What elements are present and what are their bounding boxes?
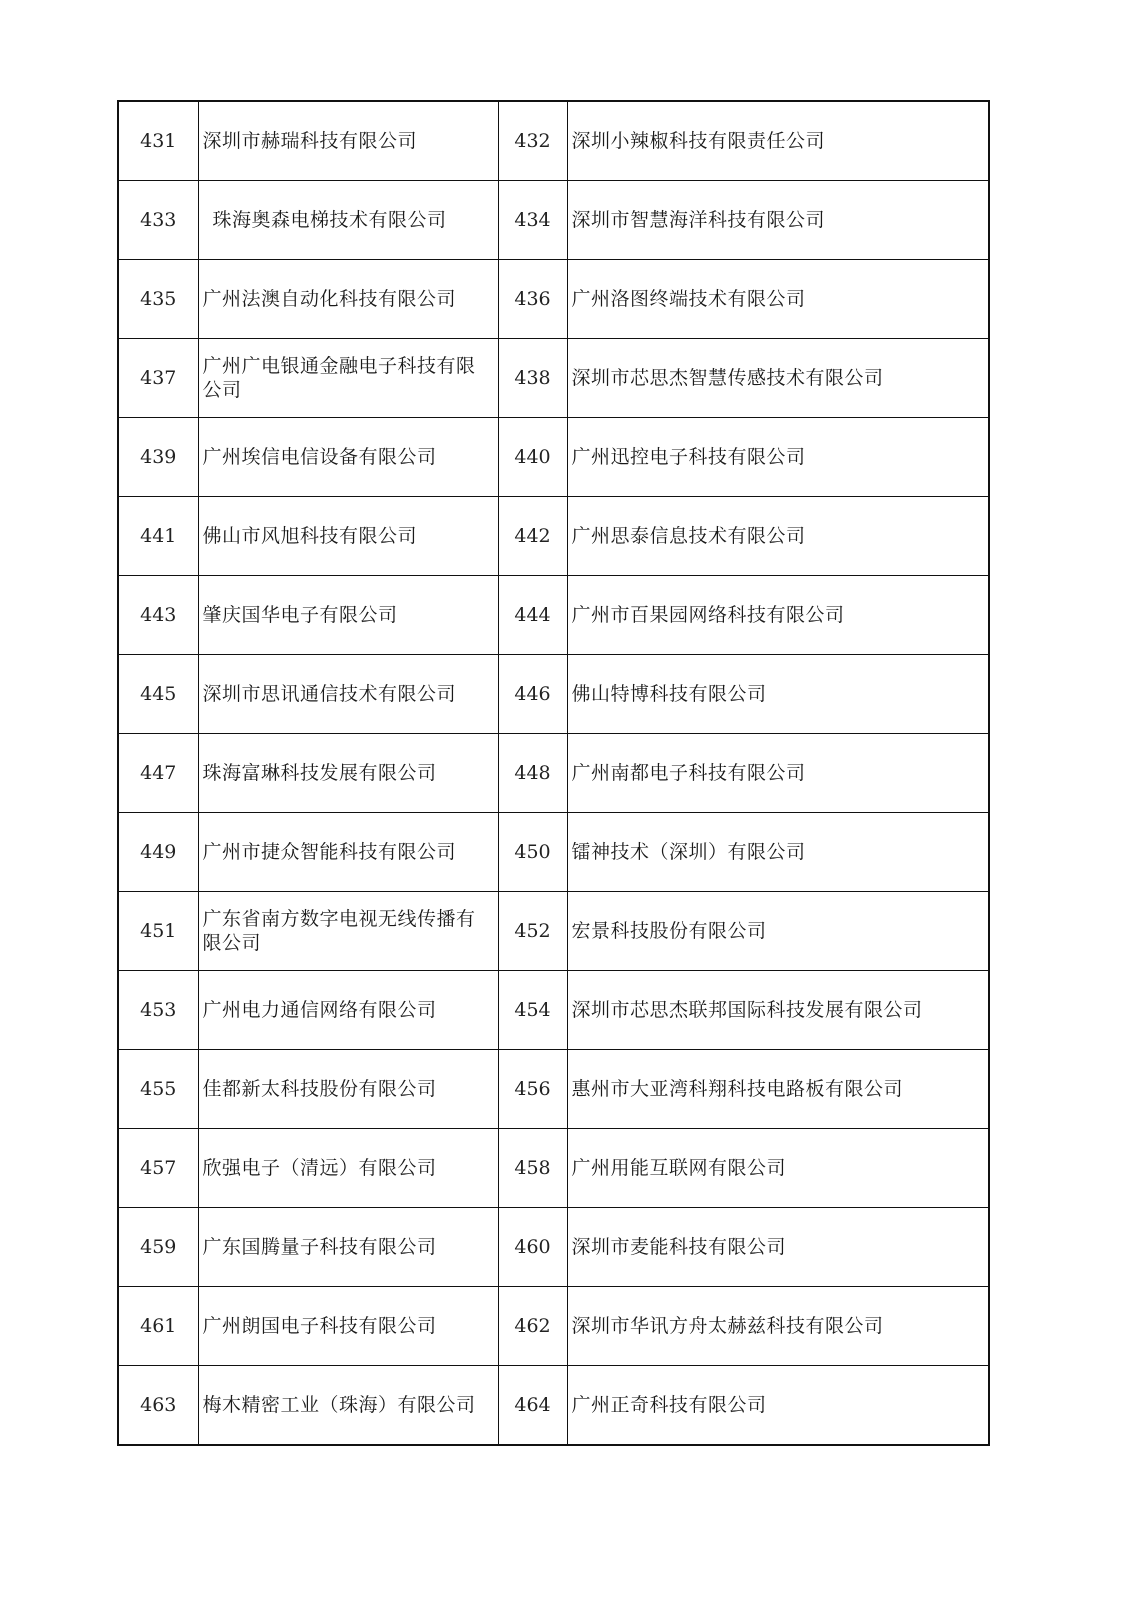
right-company-cell: 深圳市芯思杰智慧传感技术有限公司	[567, 339, 989, 418]
left-company-cell: 广东国腾量子科技有限公司	[198, 1208, 498, 1287]
right-number-cell: 442	[498, 497, 567, 576]
table-row	[118, 892, 989, 971]
left-number-cell: 437	[118, 339, 198, 418]
table-row	[118, 734, 989, 813]
right-number-cell: 460	[498, 1208, 567, 1287]
left-number-cell: 439	[118, 418, 198, 497]
table-row	[118, 971, 989, 1050]
table-row	[118, 1366, 989, 1446]
left-number-cell: 453	[118, 971, 198, 1050]
table-row	[118, 1050, 989, 1129]
left-company-cell: 广州市捷众智能科技有限公司	[198, 813, 498, 892]
right-company-cell: 广州用能互联网有限公司	[567, 1129, 989, 1208]
left-company-cell: 珠海富琳科技发展有限公司	[198, 734, 498, 813]
right-number-cell: 440	[498, 418, 567, 497]
left-company-cell: 广州电力通信网络有限公司	[198, 971, 498, 1050]
left-number-cell: 431	[118, 101, 198, 181]
right-company-cell: 深圳市华讯方舟太赫兹科技有限公司	[567, 1287, 989, 1366]
left-number-cell: 433	[118, 181, 198, 260]
right-company-cell: 佛山特博科技有限公司	[567, 655, 989, 734]
right-company-cell: 深圳市芯思杰联邦国际科技发展有限公司	[567, 971, 989, 1050]
left-company-cell: 肇庆国华电子有限公司	[198, 576, 498, 655]
left-company-cell: 深圳市思讯通信技术有限公司	[198, 655, 498, 734]
left-number-cell: 445	[118, 655, 198, 734]
right-company-cell: 深圳市智慧海洋科技有限公司	[567, 181, 989, 260]
left-number-cell: 447	[118, 734, 198, 813]
right-company-cell: 深圳市麦能科技有限公司	[567, 1208, 989, 1287]
right-number-cell: 432	[498, 101, 567, 181]
right-number-cell: 448	[498, 734, 567, 813]
right-number-cell: 438	[498, 339, 567, 418]
right-company-cell: 广州思泰信息技术有限公司	[567, 497, 989, 576]
left-number-cell: 459	[118, 1208, 198, 1287]
right-company-cell: 广州正奇科技有限公司	[567, 1366, 989, 1446]
left-number-cell: 457	[118, 1129, 198, 1208]
left-company-cell: 珠海奥森电梯技术有限公司	[198, 181, 498, 260]
right-number-cell: 452	[498, 892, 567, 971]
table-row	[118, 181, 989, 260]
table-row	[118, 813, 989, 892]
left-company-cell: 广东省南方数字电视无线传播有限公司	[198, 892, 498, 971]
left-company-cell: 广州朗国电子科技有限公司	[198, 1287, 498, 1366]
table-row	[118, 339, 989, 418]
right-company-cell: 广州迅控电子科技有限公司	[567, 418, 989, 497]
table-row	[118, 260, 989, 339]
right-company-cell: 广州南都电子科技有限公司	[567, 734, 989, 813]
table-row	[118, 1208, 989, 1287]
right-number-cell: 446	[498, 655, 567, 734]
table-row	[118, 497, 989, 576]
right-company-cell: 广州洛图终端技术有限公司	[567, 260, 989, 339]
left-company-cell: 梅木精密工业（珠海）有限公司	[198, 1366, 498, 1446]
right-number-cell: 454	[498, 971, 567, 1050]
left-number-cell: 441	[118, 497, 198, 576]
left-number-cell: 451	[118, 892, 198, 971]
right-number-cell: 456	[498, 1050, 567, 1129]
table-row	[118, 576, 989, 655]
table-row	[118, 418, 989, 497]
table-row	[118, 655, 989, 734]
table-row	[118, 1129, 989, 1208]
right-number-cell: 434	[498, 181, 567, 260]
left-number-cell: 463	[118, 1366, 198, 1446]
left-number-cell: 461	[118, 1287, 198, 1366]
right-number-cell: 458	[498, 1129, 567, 1208]
left-company-cell: 佛山市风旭科技有限公司	[198, 497, 498, 576]
right-number-cell: 444	[498, 576, 567, 655]
right-company-cell: 宏景科技股份有限公司	[567, 892, 989, 971]
left-number-cell: 443	[118, 576, 198, 655]
right-company-cell: 镭神技术（深圳）有限公司	[567, 813, 989, 892]
right-company-cell: 广州市百果园网络科技有限公司	[567, 576, 989, 655]
right-company-cell: 惠州市大亚湾科翔科技电路板有限公司	[567, 1050, 989, 1129]
right-number-cell: 450	[498, 813, 567, 892]
left-company-cell: 佳都新太科技股份有限公司	[198, 1050, 498, 1129]
left-company-cell: 深圳市赫瑞科技有限公司	[198, 101, 498, 181]
right-company-cell: 深圳小辣椒科技有限责任公司	[567, 101, 989, 181]
left-number-cell: 449	[118, 813, 198, 892]
left-company-cell: 广州广电银通金融电子科技有限公司	[198, 339, 498, 418]
company-list-table	[117, 100, 990, 1446]
right-number-cell: 436	[498, 260, 567, 339]
table-row	[118, 1287, 989, 1366]
right-number-cell: 464	[498, 1366, 567, 1446]
left-number-cell: 455	[118, 1050, 198, 1129]
table-row	[118, 101, 989, 181]
right-number-cell: 462	[498, 1287, 567, 1366]
left-number-cell: 435	[118, 260, 198, 339]
left-company-cell: 广州埃信电信设备有限公司	[198, 418, 498, 497]
left-company-cell: 广州法澳自动化科技有限公司	[198, 260, 498, 339]
left-company-cell: 欣强电子（清远）有限公司	[198, 1129, 498, 1208]
